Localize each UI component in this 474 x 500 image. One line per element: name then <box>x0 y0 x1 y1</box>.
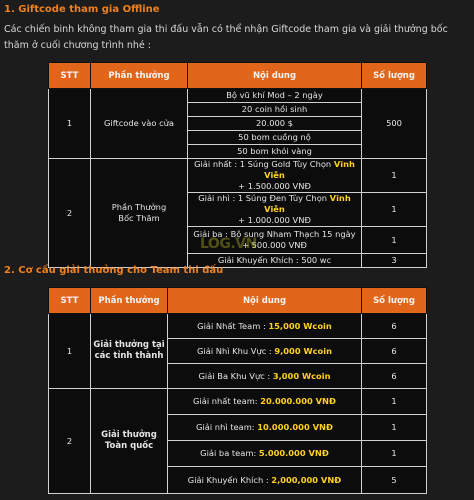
prize-highlight: Vĩnh Viễn <box>264 159 355 180</box>
table-header-row <box>49 63 427 89</box>
header-content: Nội dung <box>188 63 362 89</box>
content-cell: 20 coin hồi sinh <box>188 103 362 117</box>
stt-cell: 2 <box>49 389 91 494</box>
table-header-row <box>49 288 427 314</box>
stt-cell: 1 <box>49 89 91 159</box>
header-content: Nội dung <box>168 288 362 314</box>
section1-heading: 1. Giftcode tham gia Offline <box>4 4 160 15</box>
prize-value: 5.000.000 VNĐ <box>258 448 329 458</box>
watermark-logo: LOG.VN <box>200 236 257 252</box>
team-prize-table <box>48 287 427 494</box>
quantity-cell: 6 <box>362 314 427 339</box>
table-row <box>49 389 427 415</box>
prize-value: 3,000 Wcoin <box>272 370 331 381</box>
quantity-cell: 3 <box>362 254 427 268</box>
quantity-cell: 1 <box>362 389 427 415</box>
prize-cash: + 1.500.000 VNĐ <box>238 181 311 191</box>
content-cell: Bộ vũ khí Mod – 2 ngày <box>188 89 362 103</box>
header-stt: STT <box>49 288 91 314</box>
table-row <box>49 89 427 103</box>
quantity-cell: 6 <box>362 364 427 389</box>
content-cell: 20.000 $ <box>188 117 362 131</box>
prize-value: 2,000,000 VNĐ <box>271 474 342 485</box>
prize-label: Giải Nhì Khu Vực : <box>197 345 275 356</box>
content-cell <box>168 441 362 467</box>
prize-cash: + 1.000.000 VNĐ <box>238 215 311 225</box>
prize-text: Giải nhì : 1 Súng Đen Tùy Chọn <box>198 193 330 203</box>
prize-text: Giải nhất : 1 Súng Gold Tùy Chọn <box>194 159 334 169</box>
header-reward: Phần thưởng <box>91 288 168 314</box>
prize-label: Giải ba team: <box>200 448 259 458</box>
table-row <box>49 314 427 339</box>
reward-cell: Giải thưởng tại các tỉnh thành <box>91 314 168 389</box>
quantity-cell: 1 <box>362 227 427 254</box>
stt-cell: 1 <box>49 314 91 389</box>
content-cell: 50 bom khói vàng <box>188 145 362 159</box>
prize-value: 20.000.000 VNĐ <box>260 396 336 406</box>
header-stt: STT <box>49 63 91 89</box>
prize-label: Giải nhì team: <box>196 422 258 432</box>
quantity-cell: 1 <box>362 193 427 227</box>
prize-label: Giải Nhất Team : <box>197 320 269 331</box>
content-cell <box>168 389 362 415</box>
content-cell: Giải Khuyến Khích : 500 wc <box>188 254 362 268</box>
content-cell <box>188 159 362 193</box>
content-cell <box>168 364 362 389</box>
quantity-cell: 6 <box>362 339 427 364</box>
prize-label: Giải nhất team: <box>193 396 261 406</box>
reward-cell: Giftcode vào cửa <box>91 89 188 159</box>
reward-cell: Giải thưởng Toàn quốc <box>91 389 168 494</box>
prize-value: 15,000 Wcoin <box>268 320 332 331</box>
table-row <box>49 159 427 193</box>
quantity-cell: 1 <box>362 159 427 193</box>
prize-cash: + 500.000 VNĐ <box>242 240 307 250</box>
quantity-cell: 500 <box>362 89 427 159</box>
content-cell <box>168 339 362 364</box>
reward-cell: Phần Thưởng Bốc Thăm <box>91 159 188 268</box>
quantity-cell: 5 <box>362 467 427 494</box>
section1-paragraph: Các chiến binh không tham gia thi đấu vẫn có thể nhận Giftcode tham gia và giải thưởng bốc thăm ở cuối chương trình nhé : <box>4 24 448 51</box>
content-cell <box>168 415 362 441</box>
prize-text: Giải ba : Bộ sung Nham Thạch 15 ngày <box>193 229 356 239</box>
prize-value: 9,000 Wcoin <box>274 345 332 356</box>
content-cell <box>168 467 362 494</box>
header-quantity: Số lượng <box>362 63 427 89</box>
prize-label: Giải Khuyến Khích : <box>187 474 272 485</box>
quantity-cell: 1 <box>362 441 427 467</box>
header-quantity: Số lượng <box>362 288 427 314</box>
quantity-cell: 1 <box>362 415 427 441</box>
prize-value: 10.000.000 VNĐ <box>257 422 333 432</box>
content-cell: 50 bom cuồng nộ <box>188 131 362 145</box>
prize-highlight: Vĩnh Viễn <box>264 193 351 214</box>
content-cell <box>168 314 362 339</box>
prize-label: Giải Ba Khu Vực : <box>198 370 273 381</box>
section2-heading: 2. Cơ cấu giải thưởng cho Team thi đấu <box>4 265 224 276</box>
stt-cell: 2 <box>49 159 91 268</box>
content-cell <box>188 193 362 227</box>
header-reward: Phần thưởng <box>91 63 188 89</box>
